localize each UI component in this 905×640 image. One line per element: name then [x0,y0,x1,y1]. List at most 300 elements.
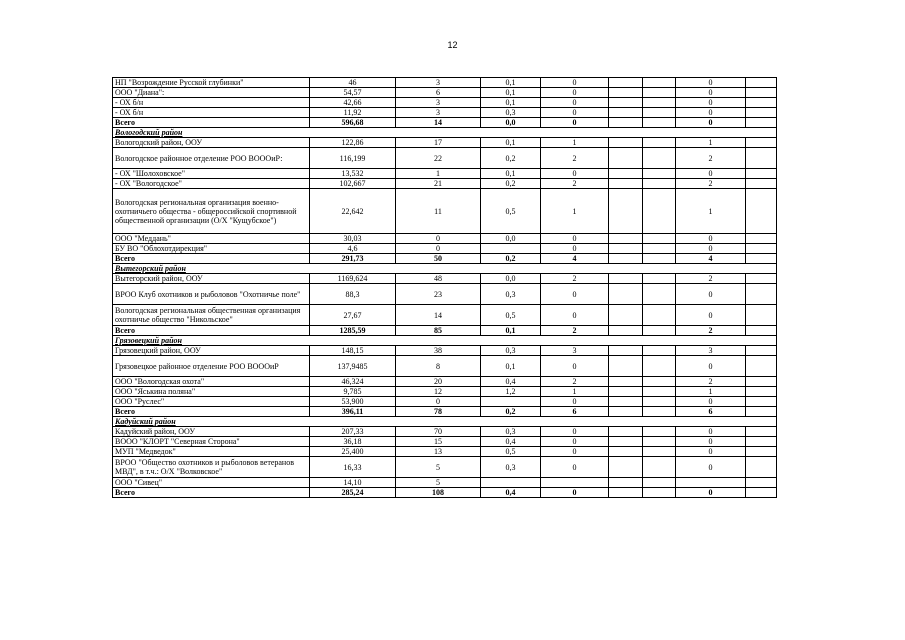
organization-name-cell: Вологодский район, ООУ [113,138,310,148]
empty-cell [609,98,643,108]
density-cell: 0,3 [481,457,541,478]
area-cell: 16,33 [310,457,396,478]
empty-cell [609,397,643,407]
empty-cell [643,179,676,189]
empty-cell [643,118,676,128]
area-cell: 4,6 [310,244,396,254]
value-cell: 0 [676,437,746,447]
count-cell: 5 [396,457,481,478]
empty-cell [746,244,777,254]
density-cell: 0,4 [481,437,541,447]
area-cell: 122,86 [310,138,396,148]
count-cell: 78 [396,407,481,417]
value-cell: 0 [676,78,746,88]
value-cell: 0 [541,397,609,407]
empty-cell [643,437,676,447]
count-cell: 70 [396,427,481,437]
area-cell: 46 [310,78,396,88]
density-cell: 0,3 [481,284,541,305]
empty-cell [746,189,777,234]
table-row [113,447,777,457]
value-cell: 0 [541,305,609,326]
value-cell: 2 [676,179,746,189]
organization-name-cell: Вологодское районное отделение РОО ВОООиР: [113,148,310,169]
empty-cell [643,88,676,98]
organization-name-cell: - ОХ б/н [113,108,310,118]
area-cell: 102,667 [310,179,396,189]
density-cell [481,244,541,254]
empty-cell [643,138,676,148]
value-cell: 1 [676,387,746,397]
value-cell: 0 [541,98,609,108]
table-row [113,234,777,244]
count-cell: 14 [396,305,481,326]
empty-cell [609,387,643,397]
empty-cell [746,356,777,377]
empty-cell [643,478,676,488]
value-cell: 0 [676,305,746,326]
total-row [113,407,777,417]
value-cell: 6 [676,407,746,417]
empty-cell [609,478,643,488]
table-row [113,305,777,326]
value-cell: 0 [541,427,609,437]
value-cell: 0 [541,356,609,377]
area-cell: 27,67 [310,305,396,326]
table-body [113,78,777,498]
empty-cell [746,78,777,88]
empty-cell [643,387,676,397]
table-row [113,189,777,234]
count-cell: 3 [396,98,481,108]
organization-name-cell: Всего [113,254,310,264]
value-cell [676,478,746,488]
area-cell: 1169,624 [310,274,396,284]
empty-cell [609,305,643,326]
empty-cell [609,356,643,377]
density-cell: 0,5 [481,189,541,234]
value-cell: 0 [541,118,609,128]
count-cell: 85 [396,326,481,336]
table-row [113,377,777,387]
density-cell [481,478,541,488]
value-cell: 0 [676,244,746,254]
area-cell: 291,73 [310,254,396,264]
value-cell: 0 [541,169,609,179]
organization-name-cell: Вологодская региональная общественная организация охотничье общество "Никольское" [113,305,310,326]
empty-cell [609,437,643,447]
table-row [113,284,777,305]
empty-cell [746,457,777,478]
density-cell: 0,2 [481,407,541,417]
area-cell: 30,03 [310,234,396,244]
empty-cell [609,346,643,356]
district-header-row [113,128,777,138]
table-row [113,274,777,284]
density-cell: 0,1 [481,98,541,108]
district-header-row [113,264,777,274]
count-cell: 50 [396,254,481,264]
area-cell: 148,15 [310,346,396,356]
organization-name-cell: Всего [113,326,310,336]
organization-name-cell: Вытегорский район, ООУ [113,274,310,284]
table-row [113,108,777,118]
density-cell: 0,0 [481,118,541,128]
empty-cell [643,98,676,108]
total-row [113,118,777,128]
count-cell: 8 [396,356,481,377]
value-cell: 1 [676,189,746,234]
organization-name-cell: Грязовецкое районное отделение РОО ВОООиР [113,356,310,377]
value-cell: 2 [541,148,609,169]
empty-cell [643,305,676,326]
empty-cell [746,169,777,179]
empty-cell [643,356,676,377]
value-cell: 3 [541,346,609,356]
value-cell: 0 [676,447,746,457]
density-cell: 0,2 [481,254,541,264]
count-cell: 12 [396,387,481,397]
empty-cell [643,447,676,457]
count-cell: 48 [396,274,481,284]
empty-cell [746,407,777,417]
empty-cell [643,326,676,336]
empty-cell [609,169,643,179]
district-name: Вытегорский район [113,264,777,274]
density-cell: 0,3 [481,427,541,437]
area-cell: 13,532 [310,169,396,179]
empty-cell [746,377,777,387]
organization-name-cell: ООО "Меддань" [113,234,310,244]
value-cell: 0 [541,244,609,254]
organization-name-cell: Кадуйский район, ООУ [113,427,310,437]
table-row [113,179,777,189]
district-name: Кадуйский район [113,417,777,427]
count-cell: 0 [396,397,481,407]
empty-cell [643,108,676,118]
empty-cell [746,118,777,128]
value-cell: 2 [676,274,746,284]
area-cell: 207,33 [310,427,396,437]
area-cell: 54,57 [310,88,396,98]
density-cell: 0,2 [481,148,541,169]
value-cell: 0 [541,437,609,447]
empty-cell [746,274,777,284]
value-cell: 0 [676,457,746,478]
count-cell: 1 [396,169,481,179]
organization-name-cell: - ОХ б/н [113,98,310,108]
empty-cell [746,488,777,498]
empty-cell [746,88,777,98]
value-cell: 1 [541,138,609,148]
empty-cell [609,148,643,169]
count-cell: 38 [396,346,481,356]
empty-cell [746,447,777,457]
empty-cell [609,88,643,98]
value-cell: 0 [541,284,609,305]
organization-name-cell: ВРОО Клуб охотников и рыболовов "Охотничье поле" [113,284,310,305]
table-row [113,457,777,478]
value-cell: 2 [676,148,746,169]
value-cell: 2 [541,179,609,189]
empty-cell [609,274,643,284]
value-cell: 1 [541,387,609,397]
value-cell: 0 [676,234,746,244]
density-cell [481,397,541,407]
count-cell: 13 [396,447,481,457]
table-row [113,138,777,148]
empty-cell [746,387,777,397]
empty-cell [609,118,643,128]
area-cell: 137,9485 [310,356,396,377]
empty-cell [609,108,643,118]
empty-cell [609,179,643,189]
value-cell: 3 [676,346,746,356]
density-cell: 0,3 [481,108,541,118]
empty-cell [746,437,777,447]
empty-cell [609,234,643,244]
empty-cell [609,427,643,437]
area-cell: 1285,59 [310,326,396,336]
empty-cell [746,346,777,356]
table-row [113,397,777,407]
empty-cell [643,78,676,88]
count-cell: 5 [396,478,481,488]
total-row [113,488,777,498]
table-row [113,356,777,377]
count-cell: 14 [396,118,481,128]
organization-name-cell: ООО "Руслес" [113,397,310,407]
organization-name-cell: Вологодская региональная организация военно-охотничьего общества - общероссийской спортивной общественной организации (О/Х "Кущубское") [113,189,310,234]
value-cell: 2 [541,274,609,284]
empty-cell [609,138,643,148]
empty-cell [643,284,676,305]
empty-cell [643,346,676,356]
organization-name-cell: Всего [113,407,310,417]
empty-cell [746,284,777,305]
density-cell: 0,0 [481,274,541,284]
value-cell: 2 [541,377,609,387]
table-row [113,78,777,88]
area-cell: 11,92 [310,108,396,118]
count-cell: 3 [396,108,481,118]
area-cell: 14,10 [310,478,396,488]
organization-name-cell: ООО "Вологодская охота" [113,377,310,387]
table-row [113,427,777,437]
table-row [113,346,777,356]
empty-cell [746,397,777,407]
empty-cell [609,284,643,305]
empty-cell [746,254,777,264]
organization-name-cell: Всего [113,118,310,128]
empty-cell [643,169,676,179]
table-row [113,88,777,98]
page-number: 12 [447,40,458,50]
density-cell: 0,4 [481,377,541,387]
area-cell: 46,324 [310,377,396,387]
area-cell: 88,3 [310,284,396,305]
area-cell: 25,400 [310,447,396,457]
density-cell: 0,1 [481,169,541,179]
empty-cell [746,305,777,326]
value-cell: 0 [676,284,746,305]
empty-cell [609,189,643,234]
density-cell: 0,1 [481,78,541,88]
value-cell: 4 [541,254,609,264]
count-cell: 3 [396,78,481,88]
area-cell: 22,642 [310,189,396,234]
empty-cell [746,108,777,118]
hunting-resources-table [112,77,777,498]
organization-name-cell: ВРОО "Общество охотников и рыболовов ветеранов МВД", в т.ч.: О/Х "Волковское" [113,457,310,478]
district-name: Вологодский район [113,128,777,138]
empty-cell [746,478,777,488]
empty-cell [746,234,777,244]
table-row [113,387,777,397]
count-cell: 15 [396,437,481,447]
empty-cell [609,78,643,88]
area-cell: 285,24 [310,488,396,498]
empty-cell [643,254,676,264]
count-cell: 22 [396,148,481,169]
table-row [113,244,777,254]
density-cell: 0,4 [481,488,541,498]
organization-name-cell: - ОХ "Шолоховское" [113,169,310,179]
value-cell: 0 [676,169,746,179]
empty-cell [643,189,676,234]
count-cell: 17 [396,138,481,148]
density-cell: 0,2 [481,179,541,189]
density-cell: 0,1 [481,88,541,98]
value-cell: 0 [676,98,746,108]
organization-name-cell: ВООО "КЛОРТ "Северная Сторона" [113,437,310,447]
value-cell: 0 [676,108,746,118]
total-row [113,254,777,264]
organization-name-cell: ООО "Сивец" [113,478,310,488]
count-cell: 20 [396,377,481,387]
empty-cell [609,377,643,387]
area-cell: 42,66 [310,98,396,108]
area-cell: 116,199 [310,148,396,169]
empty-cell [643,148,676,169]
empty-cell [746,148,777,169]
density-cell: 0,1 [481,138,541,148]
density-cell: 0,1 [481,356,541,377]
count-cell: 21 [396,179,481,189]
value-cell: 0 [676,427,746,437]
value-cell: 4 [676,254,746,264]
value-cell: 0 [541,488,609,498]
density-cell: 0,5 [481,305,541,326]
empty-cell [609,457,643,478]
empty-cell [609,254,643,264]
empty-cell [643,244,676,254]
value-cell: 0 [541,234,609,244]
empty-cell [609,447,643,457]
organization-name-cell: НП "Возрождение Русской глубинки" [113,78,310,88]
district-header-row [113,417,777,427]
value-cell: 0 [676,356,746,377]
value-cell: 0 [541,78,609,88]
empty-cell [609,407,643,417]
density-cell: 0,3 [481,346,541,356]
area-cell: 596,68 [310,118,396,128]
organization-name-cell: - ОХ "Вологодское" [113,179,310,189]
district-header-row [113,336,777,346]
table-row [113,98,777,108]
organization-name-cell: Грязовецкий район, ООУ [113,346,310,356]
organization-name-cell: ООО "Яськина поляна" [113,387,310,397]
count-cell: 108 [396,488,481,498]
value-cell: 1 [541,189,609,234]
density-cell: 0,0 [481,234,541,244]
table-row [113,148,777,169]
value-cell: 0 [541,88,609,98]
empty-cell [643,397,676,407]
area-cell: 36,18 [310,437,396,447]
empty-cell [609,244,643,254]
total-row [113,326,777,336]
value-cell: 1 [676,138,746,148]
density-cell: 0,5 [481,447,541,457]
value-cell: 2 [541,326,609,336]
empty-cell [643,274,676,284]
table-row [113,478,777,488]
area-cell: 9,785 [310,387,396,397]
count-cell: 11 [396,189,481,234]
count-cell: 6 [396,88,481,98]
value-cell: 2 [676,377,746,387]
empty-cell [643,234,676,244]
empty-cell [746,427,777,437]
value-cell: 6 [541,407,609,417]
empty-cell [643,488,676,498]
table-row [113,169,777,179]
empty-cell [609,326,643,336]
value-cell [541,478,609,488]
empty-cell [609,488,643,498]
value-cell: 0 [541,457,609,478]
value-cell: 0 [676,488,746,498]
value-cell: 0 [676,118,746,128]
organization-name-cell: ООО "Диана": [113,88,310,98]
area-cell: 396,11 [310,407,396,417]
empty-cell [643,407,676,417]
organization-name-cell: БУ ВО "Облохотдирекция" [113,244,310,254]
district-name: Грязовецкий район [113,336,777,346]
empty-cell [643,427,676,437]
value-cell: 0 [541,108,609,118]
value-cell: 2 [676,326,746,336]
count-cell: 23 [396,284,481,305]
count-cell: 0 [396,234,481,244]
empty-cell [746,326,777,336]
table-row [113,437,777,447]
count-cell: 0 [396,244,481,254]
value-cell: 0 [676,88,746,98]
empty-cell [746,98,777,108]
value-cell: 0 [541,447,609,457]
empty-cell [643,377,676,387]
density-cell: 0,1 [481,326,541,336]
organization-name-cell: МУП "Медведок" [113,447,310,457]
area-cell: 53,900 [310,397,396,407]
empty-cell [746,138,777,148]
density-cell: 1,2 [481,387,541,397]
empty-cell [746,179,777,189]
organization-name-cell: Всего [113,488,310,498]
empty-cell [643,457,676,478]
